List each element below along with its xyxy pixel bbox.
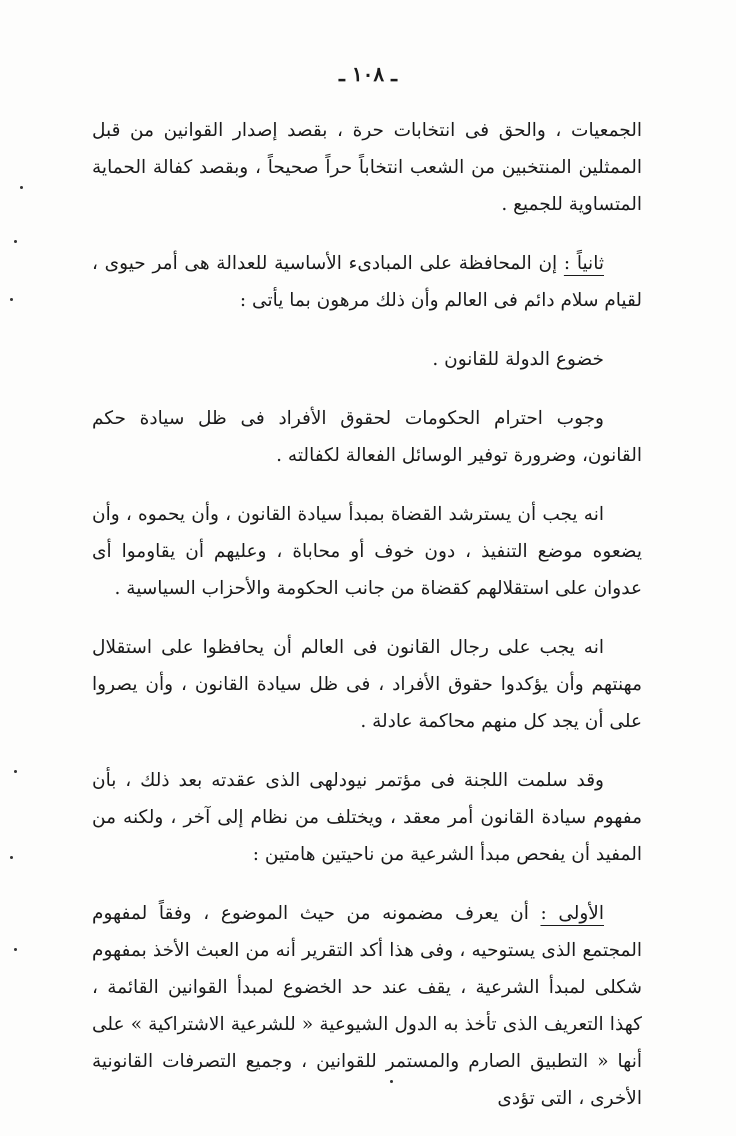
scan-speck	[14, 948, 17, 951]
scan-speck	[14, 770, 17, 773]
paragraph-6	[92, 629, 642, 740]
paragraph-3	[92, 341, 642, 378]
paragraph-7	[92, 762, 642, 873]
page-number: ـ ١٠٨ ـ	[339, 62, 397, 86]
paragraph-2-text: إن المحافظة على المبادىء الأساسية للعدالة هى أمر حيوى ، لقيام سلام دائم فى العالم وأن ذلك مرهون بما يأتى :	[92, 253, 642, 311]
paragraph-1	[92, 112, 642, 223]
paragraph-4-text: وجوب احترام الحكومات لحقوق الأفراد فى ظل سيادة حكم القانون، وضرورة توفير الوسائل الفعالة لكفالته .	[92, 408, 642, 466]
paragraph-8-text: أن يعرف مضمونه من حيث الموضوع ، وفقاً لمفهوم المجتمع الذى يستوحيه ، وفى هذا أكد التقرير أنه من العبث الأخذ بمفهوم شكلى لمبدأ الشرعية ، يقف عند حد الخضوع لمبدأ القوانين القائمة ، كهذا التعريف الذى تأخذ به الدول الشيوعية « للشرعية الاشتراكية » على أنها « التطبيق الصارم والمستمر للقوانين ، وجميع التصرفات القانونية الأخرى ، التى تؤدى	[92, 903, 642, 1109]
paragraph-6-text: انه يجب على رجال القانون فى العالم أن يحافظوا على استقلال مهنتهم وأن يؤكدوا حقوق الأفراد ، فى ظل سيادة القانون ، وأن يصروا على أن يجد كل منهم محاكمة عادلة .	[92, 637, 642, 732]
paragraph-8-lead: الأولى :	[540, 903, 604, 924]
page-body	[92, 112, 642, 1139]
paragraph-7-text: وقد سلمت اللجنة فى مؤتمر نيودلهى الذى عقدته بعد ذلك ، بأن مفهوم سيادة القانون أمر معقد ، ويختلف من نظام إلى آخر ، ولكنه من المفيد أن يفحص مبدأ الشرعية من ناحيتين هامتين :	[92, 770, 642, 865]
paragraph-4	[92, 400, 642, 474]
scan-speck	[10, 856, 13, 859]
scan-speck	[390, 1080, 393, 1083]
scan-speck	[14, 240, 17, 243]
scan-speck	[20, 186, 23, 189]
paragraph-1-text: الجمعيات ، والحق فى انتخابات حرة ، بقصد إصدار القوانين من قبل الممثلين المنتخبين من الشعب انتخاباً حراً صحيحاً ، وبقصد كفالة الحماية المتساوية للجميع .	[92, 120, 642, 215]
paragraph-5	[92, 496, 642, 607]
paragraph-8	[92, 895, 642, 1117]
scan-speck	[10, 298, 13, 301]
paragraph-2-lead: ثانياً :	[563, 253, 604, 274]
paragraph-3-text: خضوع الدولة للقانون .	[432, 349, 604, 370]
paragraph-5-text: انه يجب أن يسترشد القضاة بمبدأ سيادة القانون ، وأن يحموه ، وأن يضعوه موضع التنفيذ ، دون خوف أو محاباة ، وعليهم أن يقاوموا أى عدوان على استقلالهم كقضاة من جانب الحكومة والأحزاب السياسية .	[92, 504, 642, 599]
paragraph-2	[92, 245, 642, 319]
